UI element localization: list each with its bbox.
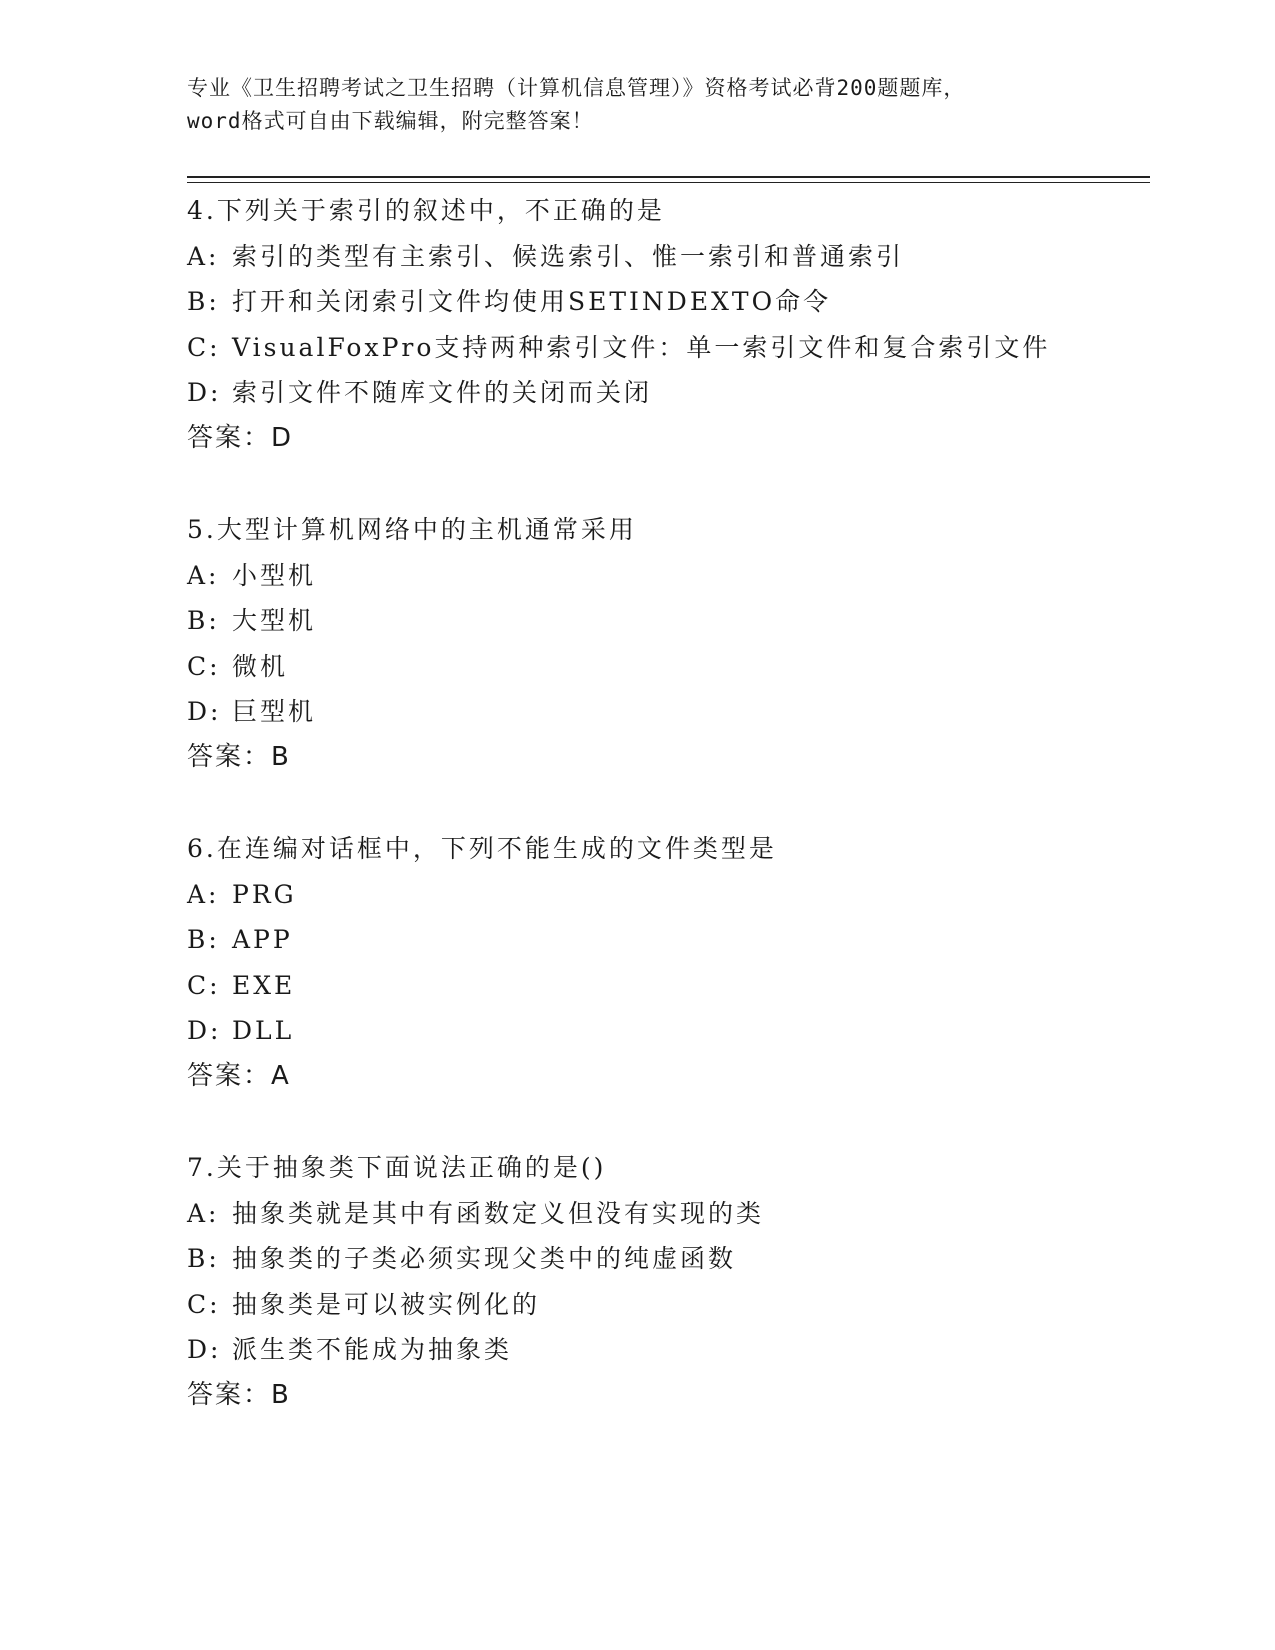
option-letter: D: — [187, 697, 222, 726]
option-text: 派生类不能成为抽象类 — [232, 1335, 513, 1364]
question-stem: 4.下列关于索引的叙述中，不正确的是 — [187, 196, 665, 225]
header-divider-thin — [187, 182, 1150, 183]
option-d — [187, 1327, 1147, 1373]
option-letter: A: — [187, 1198, 220, 1228]
question-list — [187, 188, 1147, 1464]
option-text: 抽象类是可以被实例化的 — [232, 1289, 541, 1319]
option-a — [187, 872, 1147, 918]
question-7 — [187, 1145, 1147, 1418]
answer-line: 答案：B — [187, 741, 291, 772]
option-letter: C: — [187, 332, 221, 362]
option-letter: A: — [187, 241, 220, 271]
option-letter: D: — [187, 1016, 222, 1045]
question-4 — [187, 188, 1147, 461]
question-stem: 7.关于抽象类下面说法正确的是() — [187, 1153, 607, 1182]
option-text: 索引的类型有主索引、候选索引、惟一索引和普通索引 — [232, 241, 905, 271]
option-b — [187, 598, 1147, 644]
option-text: APP — [232, 925, 293, 954]
option-letter: A: — [187, 879, 220, 909]
option-a — [187, 234, 1147, 280]
option-letter: C: — [187, 651, 221, 681]
option-text: 抽象类就是其中有函数定义但没有实现的类 — [232, 1198, 765, 1228]
option-text: 打开和关闭索引文件均使用SETINDEXTO命令 — [232, 287, 832, 316]
option-letter: B: — [187, 1244, 220, 1273]
option-text: EXE — [232, 970, 296, 1000]
option-text: 抽象类的子类必须实现父类中的纯虚函数 — [232, 1244, 737, 1273]
answer-line: 答案：D — [187, 422, 294, 453]
answer-line: 答案：B — [187, 1379, 291, 1410]
option-d — [187, 370, 1147, 416]
header-line-1: 专业《卫生招聘考试之卫生招聘（计算机信息管理）》资格考试必背200题题库， — [187, 76, 966, 100]
question-stem: 5.大型计算机网络中的主机通常采用 — [187, 515, 637, 544]
option-c — [187, 1282, 1147, 1328]
option-text: 小型机 — [232, 560, 317, 590]
question-stem: 6.在连编对话框中，下列不能生成的文件类型是 — [187, 834, 777, 863]
document-header — [187, 72, 1087, 138]
option-text: VisualFoxPro支持两种索引文件：单一索引文件和复合索引文件 — [232, 332, 1051, 362]
option-text: DLL — [232, 1016, 295, 1045]
option-letter: C: — [187, 1289, 221, 1319]
option-letter: C: — [187, 970, 221, 1000]
option-text: 微机 — [232, 651, 289, 681]
question-6 — [187, 826, 1147, 1099]
option-text: 大型机 — [232, 606, 317, 635]
option-a — [187, 553, 1147, 599]
option-letter: B: — [187, 925, 220, 954]
option-c — [187, 325, 1147, 371]
header-line-2: word格式可自由下载编辑，附完整答案！ — [187, 109, 594, 133]
option-letter: D: — [187, 378, 222, 407]
option-letter: B: — [187, 287, 220, 316]
option-text: 巨型机 — [232, 697, 317, 726]
question-5 — [187, 507, 1147, 780]
option-b — [187, 917, 1147, 963]
option-d — [187, 689, 1147, 735]
option-c — [187, 963, 1147, 1009]
option-letter: D: — [187, 1335, 222, 1364]
option-a — [187, 1191, 1147, 1237]
option-b — [187, 1236, 1147, 1282]
option-text: PRG — [232, 879, 297, 909]
answer-line: 答案：A — [187, 1060, 291, 1091]
option-c — [187, 644, 1147, 690]
option-letter: A: — [187, 560, 220, 590]
header-divider-thick — [187, 176, 1150, 178]
option-b — [187, 279, 1147, 325]
option-d — [187, 1008, 1147, 1054]
option-letter: B: — [187, 606, 220, 635]
option-text: 索引文件不随库文件的关闭而关闭 — [232, 378, 653, 407]
